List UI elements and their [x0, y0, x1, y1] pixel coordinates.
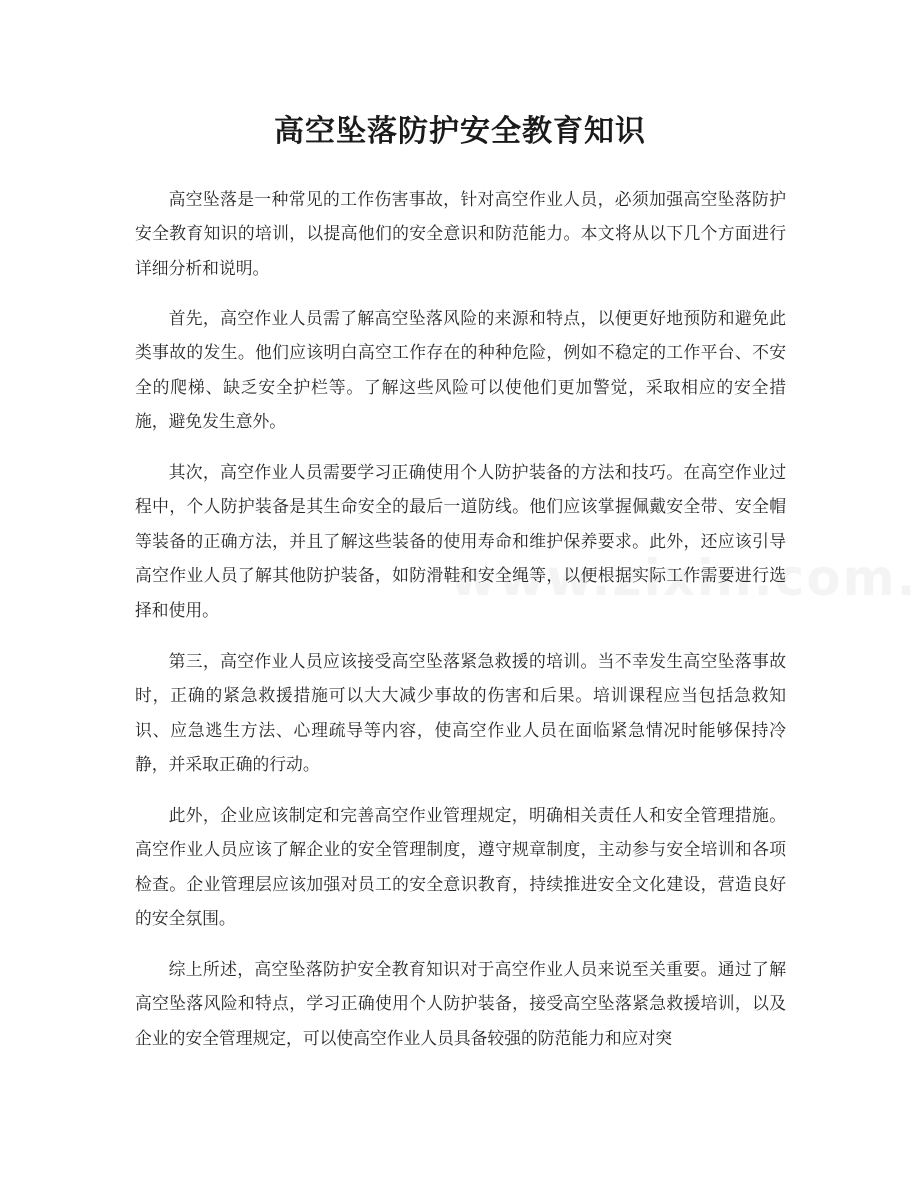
document-title: 高空坠落防护安全教育知识: [274, 114, 646, 149]
paragraph-risk-awareness: 首先，高空作业人员需了解高空坠落风险的来源和特点，以便更好地预防和避免此类事故的发生。他们应该明白高空工作存在的种种危险，例如不稳定的工作平台、不安全的爬梯、缺乏安全护栏等。了解这些风险可以使他们更加警觉，采取相应的安全措施，避免发生意外。: [135, 308, 786, 432]
paragraph-intro: 高空坠落是一种常见的工作伤害事故，针对高空作业人员，必须加强高空坠落防护安全教育知识的培训，以提高他们的安全意识和防范能力。本文将从以下几个方面进行详细分析和说明。: [135, 189, 786, 278]
paragraph-management-rules: 此外，企业应该制定和完善高空作业管理规定，明确相关责任人和安全管理措施。高空作业人员应该了解企业的安全管理制度，遵守规章制度，主动参与安全培训和各项检查。企业管理层应该加强对员工的安全意识教育，持续推进安全文化建设，营造良好的安全氛围。: [135, 805, 786, 929]
paragraph-emergency-rescue: 第三，高空作业人员应该接受高空坠落紧急救援的培训。当不幸发生高空坠落事故时，正确的紧急救援措施可以大大减少事故的伤害和后果。培训课程应当包括急救知识、应急逃生方法、心理疏导等内容，使高空作业人员在面临紧急情况时能够保持冷静，并采取正确的行动。: [135, 651, 786, 775]
paragraph-protective-equipment: 其次，高空作业人员需要学习正确使用个人防护装备的方法和技巧。在高空作业过程中，个人防护装备是其生命安全的最后一道防线。他们应该掌握佩戴安全带、安全帽等装备的正确方法，并且了解这些装备的使用寿命和维护保养要求。此外，还应该引导高空作业人员了解其他防护装备，如防滑鞋和安全绳等，以便根据实际工作需要进行选择和使用。: [135, 462, 786, 620]
paragraph-conclusion: 综上所述，高空坠落防护安全教育知识对于高空作业人员来说至关重要。通过了解高空坠落风险和特点，学习正确使用个人防护装备，接受高空坠落紧急救援培训，以及企业的安全管理规定，可以使高空作业人员具备较强的防范能力和应对突: [135, 959, 786, 1048]
